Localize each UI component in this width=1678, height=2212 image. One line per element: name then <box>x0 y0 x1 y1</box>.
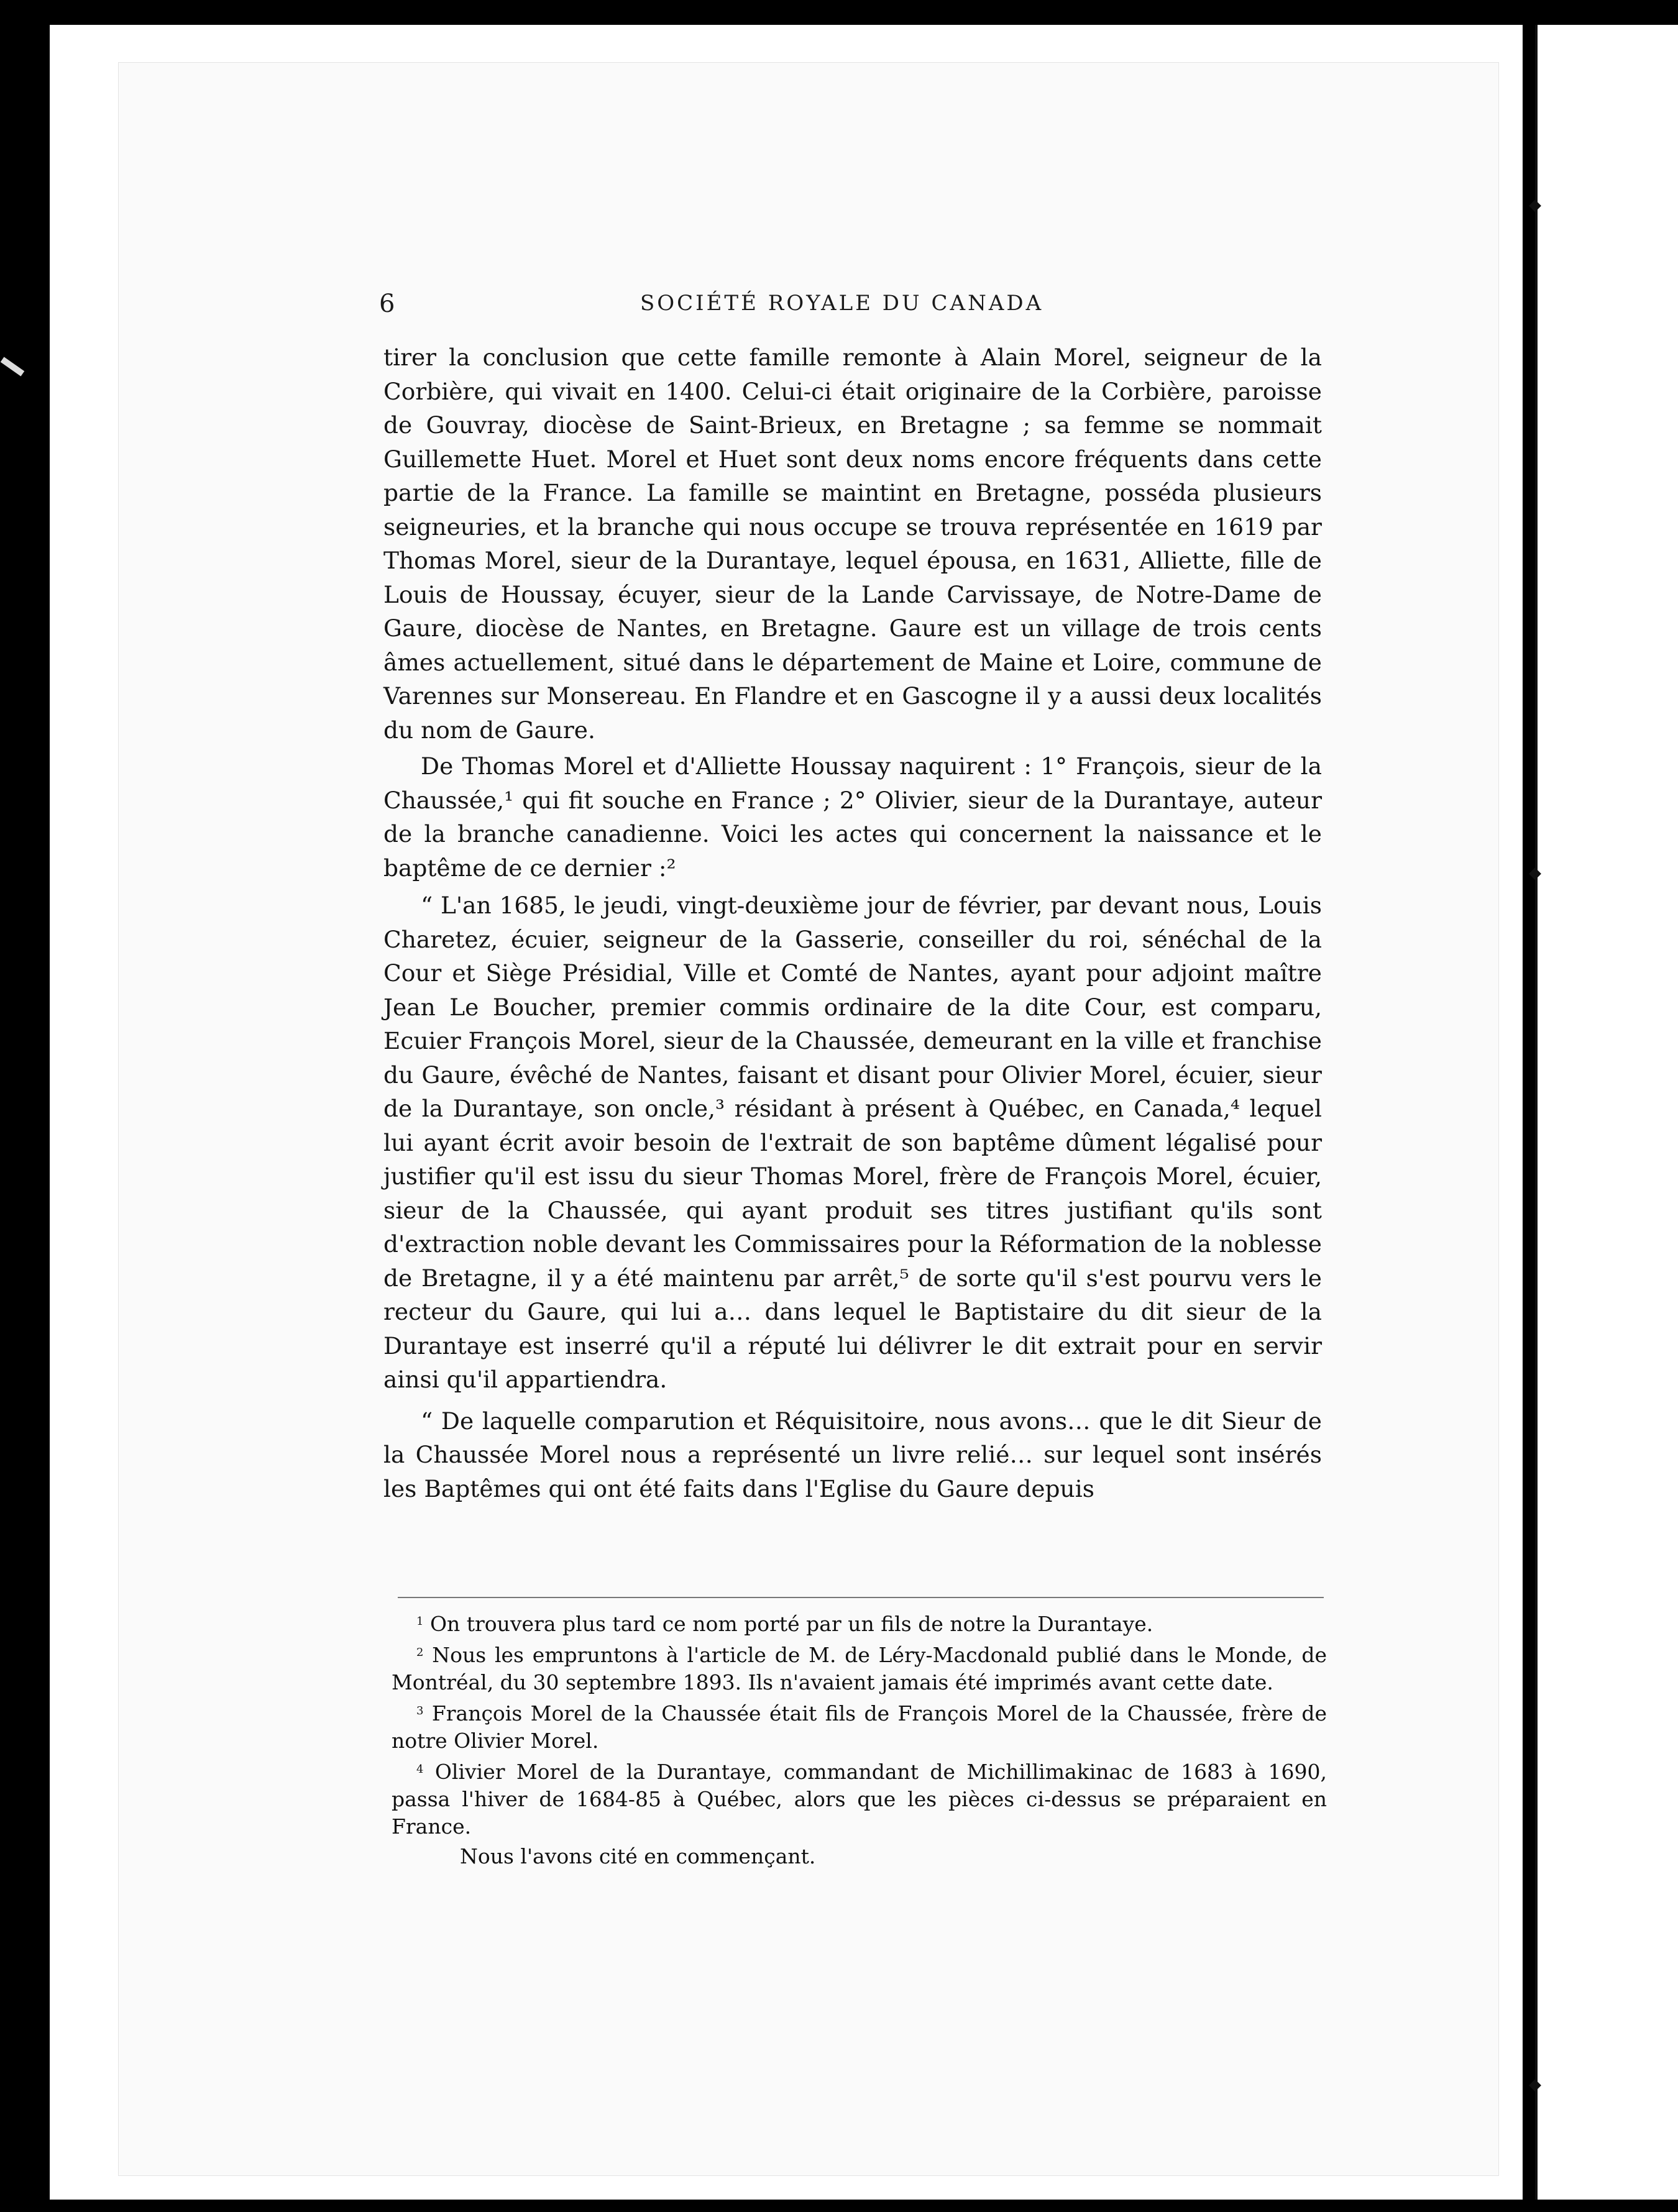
facing-page-edge <box>1529 25 1678 2200</box>
footnote-marker: 4 <box>416 1763 424 1776</box>
footnote-2 <box>392 1639 1327 1696</box>
footnote-text: On trouvera plus tard ce nom porté par un fils de notre la Durantaye. <box>429 1612 1153 1636</box>
scan-edge-mark <box>1 357 25 376</box>
footnote-divider <box>398 1597 1324 1598</box>
page-edge-marker-icon: ◆ <box>1529 196 1541 214</box>
footnote-marker: 2 <box>416 1646 424 1659</box>
footnote-text: Nous les empruntons à l'article de M. de Léry-Macdonald publié dans le Monde, de Montréal, du 30 septembre 1893. Ils n'avaient jamais été imprimés avant cette date. <box>392 1643 1327 1694</box>
page-number: 6 <box>379 290 395 318</box>
quoted-act-paragraph: “ L'an 1685, le jeudi, vingt-deuxième jour de février, par devant nous, Louis Charetez, écuier, seigneur de la Gasserie, conseiller du roi, sénéchal de la Cour et Siège Présidial, Ville et Comté de Nantes, ayant pour adjoint maître Jean Le Boucher, premier commis ordinaire de la dite Cour, est comparu, Ecuier François Morel, sieur de la Chaussée, demeurant en la ville et franchise du Gaure, évêché de Nantes, faisant et disant pour Olivier Morel, écuier, sieur de la Durantaye, son oncle,³ résidant à présent à Québec, en Canada,⁴ lequel lui ayant écrit avoir besoin de l'extrait de son baptême dûment légalisé pour justifier qu'il est issu du sieur Thomas Morel, frère de François Morel, écuier, sieur de la Chaussée, qui ayant produit ses titres justifiant qu'ils sont d'extraction noble devant les Commissaires pour la Réformation de la noblesse de Bretagne, il y a été maintenu par arrêt,⁵ de sorte qu'il s'est pourvu vers le recteur du Gaure, qui lui a… dans lequel le Baptistaire du dit sieur de la Durantaye est inserré qu'il a réputé lui délivrer le dit extrait pour en servir ainsi qu'il appartiendra. <box>383 892 1322 1393</box>
footnote-4 <box>392 1756 1327 1840</box>
paragraph-1: tirer la conclusion que cette famille remonte à Alain Morel, seigneur de la Corbière, qui vivait en 1400. Celui-ci était originaire de la Corbière, paroisse de Gouvray, diocèse de Saint-Brieux, en Bretagne ; sa femme se nommait Guillemette Huet. Morel et Huet sont deux noms encore fréquents dans cette partie de la France. La famille se maintint en Bretagne, posséda plusieurs seigneuries, et la branche qui nous occupe se trouva représentée en 1619 par Thomas Morel, sieur de la Durantaye, lequel épousa, en 1631, Alliette, fille de Louis de Houssay, écuyer, sieur de la Lande Carvissaye, de Notre-Dame de Gaure, diocèse de Nantes, en Bretagne. Gaure est un village de trois cents âmes actuellement, situé dans le département de Maine et Loire, commune de Varennes sur Monsereau. En Flandre et en Gascogne il y a aussi deux localités du nom de Gaure. <box>383 344 1322 744</box>
running-title: SOCIÉTÉ ROYALE DU CANADA <box>640 291 1044 316</box>
footnote-1 <box>392 1608 1327 1638</box>
footnote-3 <box>392 1698 1327 1755</box>
footnotes <box>392 1608 1327 1872</box>
footnote-marker: 3 <box>416 1704 424 1717</box>
footnote-5: Nous l'avons cité en commençant. <box>460 1844 816 1868</box>
page-edge-marker-icon: ◆ <box>1529 864 1541 882</box>
page-edge-marker-icon: ◆ <box>1529 2075 1541 2094</box>
page-header <box>379 290 1330 327</box>
quoted-act-continuation: “ De laquelle comparution et Réquisitoire, nous avons… que le dit Sieur de la Chaussée Morel nous a représenté un livre relié… sur lequel sont insérés les Baptêmes qui ont été faits dans l'Eglise du Gaure depuis <box>383 1407 1322 1502</box>
footnote-text: François Morel de la Chaussée était fils de François Morel de la Chaussée, frère de notre Olivier Morel. <box>392 1701 1327 1753</box>
main-text <box>383 340 1322 1506</box>
footnote-marker: 1 <box>416 1615 424 1628</box>
footnote-text: Olivier Morel de la Durantaye, commandant de Michillimakinac de 1683 à 1690, passa l'hiver de 1684-85 à Québec, alors que les pièces ci-dessus se préparaient en France. <box>392 1760 1327 1839</box>
paragraph-2: De Thomas Morel et d'Alliette Houssay naquirent : 1° François, sieur de la Chaussée,¹ qui fit souche en France ; 2° Olivier, sieur de la Durantaye, auteur de la branche canadienne. Voici les actes qui concernent la naissance et le baptême de ce dernier :² <box>383 752 1322 882</box>
